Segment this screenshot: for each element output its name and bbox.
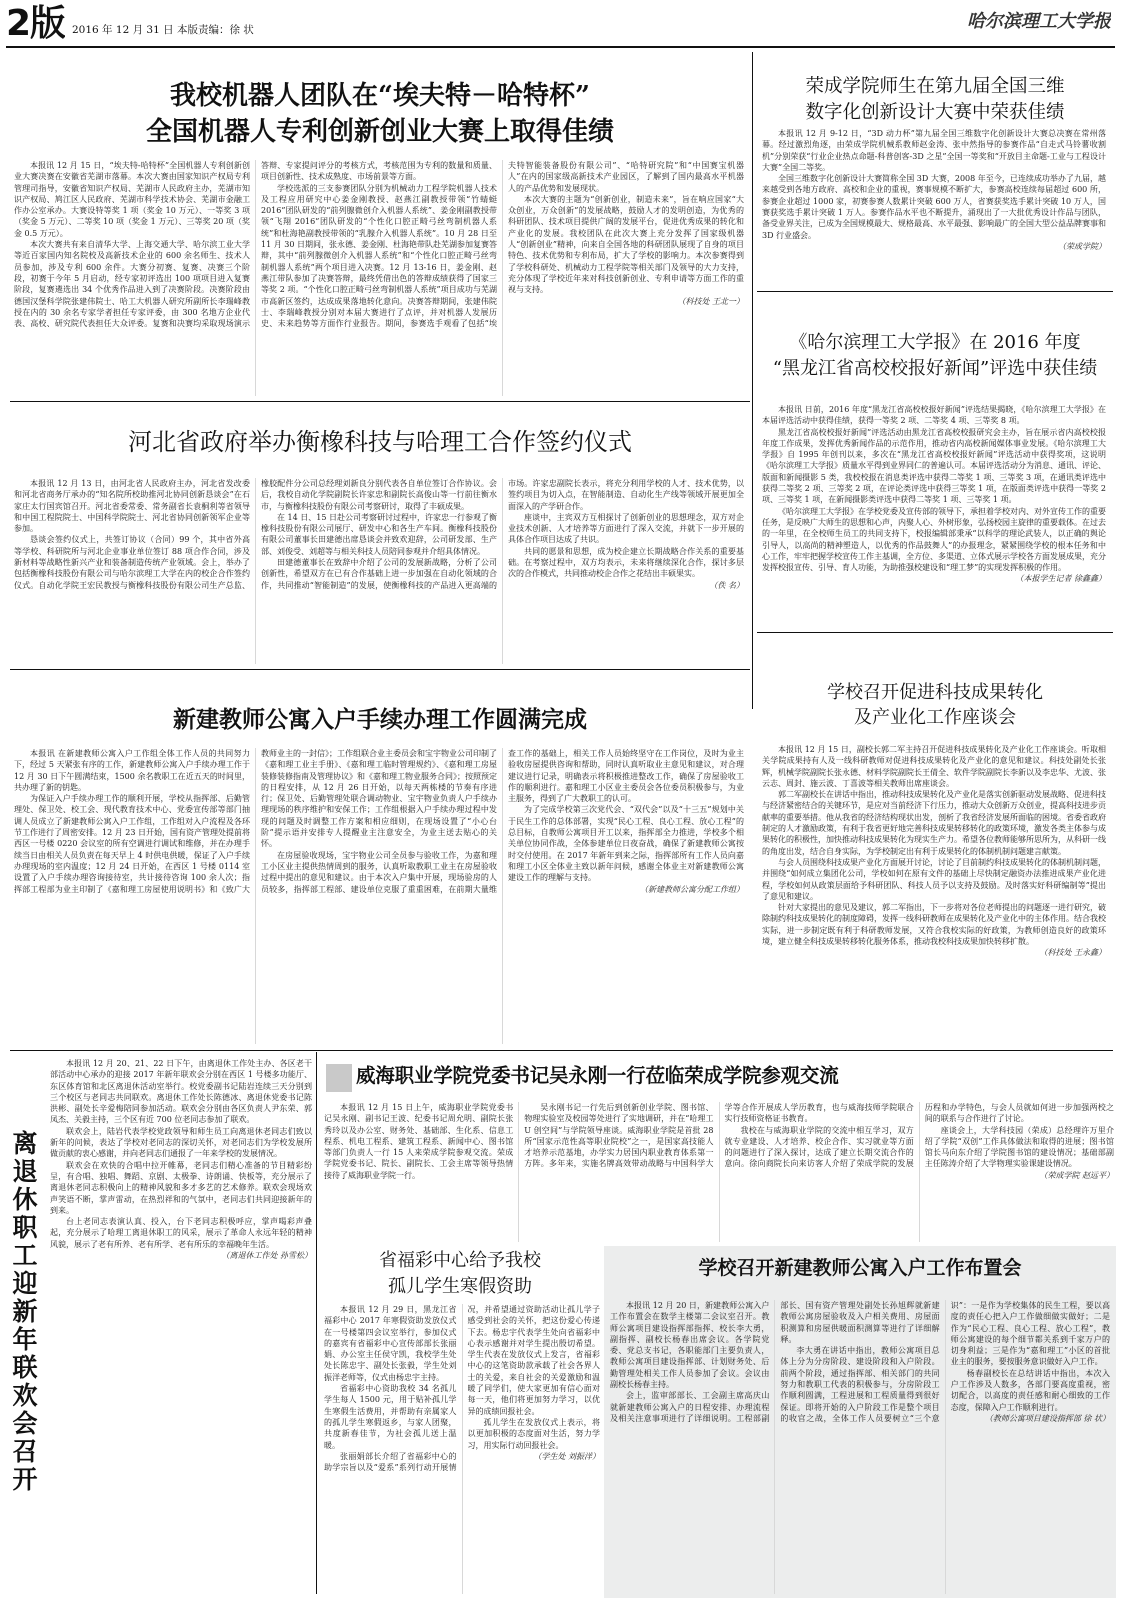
article-body: 本报讯 12 月 15 日，副校长郭二军主持召开促进科技成果转化及产业化工作座谈会。听取相关学院成果持有人及一线科研教师对促进科技成果转化及产业化的意见和建议。科技处副处长张辉，机械学院副院长张永德、材料学院副院长王倩全、软件学院副院长李新以及李忠华、尤波、张云志、周封、施云波、丁喜波等相关教师出席座谈会。 郭二军副校长在讲话中指出，推动科技成果转化及产业化是落实创新驱动发展战略、促进科技与经济紧密结合的关键环节，是应对当前经济下行压力，推动大众创新万众创业，提高科技进步贡献率的重要举措。他从我省的经济结构现状出发，剖析了我省经济发展所面临的困境。省委省政府制定的人才激励政策，有利于我省更好地完善科技成果转移转化的政策环境，激发各类主体参与成果转化的积极性，加快推动科技成果转化为现实生产力。希望各位教师能够所思所为，从科研一线的角度出发，结合自身实际，为学校制定出有利于成果转化的体制机制问题建言献策。 与会人员围绕科技成果产业化方面展开讨论，讨论了目前制约科技成果转化的体制机制问题，并围绕“如何成立集团化公司，学校如何在原有文件的基础上尽快制定融资办法推进成果产业化进程，学校如何从政策层面给予科研团队、科技人员予以支持及鼓励。及时落实好科研编制等”提出了意见和建议。 针对大家提出的意见及建议，郭二军指出，下一步将对各位老师提出的问题逐一进行研究，破除制约科技成果转化的制度障碍，发挥一线科研教师在成果转化及产业化中的主体作用。结合我校实际，进一步制定既有利于科研教师发展，又符合我校实际的好政策，为教师创造良好的政策环境，建立健全科技成果转移转化服务体系，推动我校科技成果加快转移扩散。 （科技处 王永鑫） xyxy=(762,745,1106,958)
column-divider xyxy=(752,52,753,709)
byline: （离退休工作处 孙雪松） xyxy=(221,1251,312,1261)
byline: （本报学生记者 徐鑫鑫） xyxy=(1015,574,1106,584)
header-rule xyxy=(6,46,1115,48)
article-title: 省福彩中心给予我校 孤儿学生寒假资助 xyxy=(379,1250,541,1297)
article-body: 本报讯 12 月 20 日，新建教师公寓入户工作布置会在数学主楼第二会议室召开。教师公寓项目建设指挥部指挥、校长李大勇，副指挥、副校长杨春出席会议。各学院党委、党总支书记，各职能部门主要负责人，教师公寓项目建设指挥部、计划财务处、后勤管理处相关工作人员参加了会议。会议由副校长杨春主持。 会上，监审部部长、工会副主席高庆山就新建教师公寓入户的日程安排、办理流程及相关注意事项进行了详细说明。工程部副部长、国有资产管理处副处长孙旭辉就新建教师公寓房屋验收及入户相关费用、房屋面积测算和房屋供暖面积测算等进行了详细解释。 李大勇在讲话中指出，教师公寓项目总体上分为分房阶段、建设阶段和入户阶段。前两个阶段，通过指挥部、相关部门的共同努力和教职工代表的积极参与，分房阶段工作顺利圆满，工程进展和工程质量得到很好保证。即将开始的入户阶段工作是整个项目的收官之战，全体工作人员要树立“三个意识”：一是作为学校集体的民生工程，要以高度的责任心把入户工作做细做实做好；二是作为“民心工程、良心工程、放心工程”，教师公寓建设的每个细节都关系到千家万户的切身利益；三是作为“嘉和理工”小区的首批业主的服务，要按服务意识做好入户工作。 杨春副校长在总结讲话中指出，本次入户工作涉及人数多，各部门要高度重视，密切配合，以高度的责任感和耐心细致的工作态度，保障入户工作顺利进行。 （教师公寓项目建设指挥部 徐 状） xyxy=(610,1301,1110,1423)
date-line: 2016 年 12 月 31 日 本版责编：徐 状 xyxy=(72,24,254,36)
article-title-vertical: 离退休职工迎新年联欢会召开 xyxy=(9,1130,38,1494)
column-divider xyxy=(316,1052,317,1594)
section-divider xyxy=(757,291,1113,292)
article-body: 本报讯 12 月 15 日上午，威海职业学院党委书记吴永刚、副书记王波、纪委书记周允明、副院长张秀玲以及办公室、财务处、基础部、生化系、信息工程系、机电工程系、建筑工程系、新闻中心、图书馆等部门负责人一行 15 人来荣成学院参观交流。荣成学院党委书记、院长、副院长、工会主席等领导热情接待了威海职业学院一行。 吴永刚书记一行先后到创新创业学院、图书馆、物理实验室及校园等处进行了实地调研，并在“哈理工 U 创空间”与学院领导座谈。威海职业学院是首批 28 所“国家示范性高等职业院校”之一，是国家高技能人才培养示范基地，办学实力居国内职业教育体系第一方阵。多年来，实施名牌高效带动战略与中国科学大学等合作开展成人学历教育，也与威海技师学院联合实行技师资格证书教育。 我校在与威海职业学院的交流中相互学习，双方就专业建设、人才培养、校企合作、实习就业等方面的问题进行了深入探讨，达成了建立长期交流合作的意向。徐向商院长向来访客人介绍了荣成学院的发展历程和办学特色，与会人员就如何进一步加强两校之间的联系与合作进行了讨论。 座谈会上，大学科技园（荣成）总经理许万里介绍了学院“双创”工作具体做法和取得的进展；图书馆馆长马向东介绍了学院图书馆的建设情况；基础部副主任陈涛介绍了大学物理实验课建设情况。 （荣成学院 赵远平） xyxy=(324,1103,1114,1180)
byline: （佚 名） xyxy=(709,580,744,590)
masthead-logo: 哈尔滨理工大学报 xyxy=(967,11,1111,32)
byline: （学生处 刘振洋） xyxy=(533,1451,600,1461)
article-title: 《哈尔滨理工大学报》在 2016 年度 “黑龙江省高校校报好新闻”评选中获佳绩 xyxy=(772,332,1098,379)
article-body: 本报讯 在新建教师公寓入户工作组全体工作人员的共同努力下，经过 5 天紧张有序的工作，新建教师公寓入户手续办理工作于 12 月 30 日下午圆满结束，1500 余名教职工在近五天的时间里，共办理了新的钥匙。 为保证入户手续办理工作的顺利开展，学校从指挥部、后勤管理处、保卫处、校工会、现代教育技术中心、党委宣传部等部门抽调人员成立了新建教师公寓入户工作组，工作组对入户流程及各环节工作进行了周密安排。12 月 23 日开始，国有资产管理处提前将西区一号楼 0220 会议室的所有空调进行调试和维修，并在办理手续当日由相关人员负责在每天早上 4 时供电供暖，保证了入户手续办理现场的室内温度；12 月 24 日开始，在西区 1 号楼 0114 室设置了入户手续办理咨询接待室，共计接待咨询 100 余人次；指挥部工程部为业主印制了《嘉和理工房屋使用说明书》和《致广大教师业主的一封信》；工作组联合业主委员会和宝宇物业公司印制了《嘉和理工业主手册》、《嘉和理工临时管理规约》、《嘉和理工房屋装修装修指南及管理协议》和《嘉和理工物业服务合同》；按照预定的日程安排，从 12 月 26 日开始，以每天两栋楼的节奏有序进行；保卫处、后勤管理处联合调动物业、宝宇物业负责人户手续办理现场的秩序维护和安保工作；工作组根据入户手续办理过程中发现的问题及时调整工作方案和相应细则，在现场设置了“小心台阶”提示语并安排专人提醒业主注意安全，为业主送去贴心的关怀。 在房屋验收现场，宝宇物业公司全员参与验收工作，为嘉和理工小区业主提供热情周到的服务，认真听取教职工业主在房屋验收过程中提出的意见和建议。由于本次入户集中开展，现场验房的人员较多，指挥部工程部、建设单位克服了重重困难，在前期大量维查工作的基础上，相关工作人员始终坚守在工作岗位，及时为业主验收房屋提供咨询和帮助，同时认真听取业主意见和建议，对合理建议进行记录，明确表示将积极推进整改工作，确保了房屋验收工作的顺利进行。嘉和理工小区业主委员会各位委员积极参与，为业主服务，得到了广大教职工的认可。 为了完成学校第三次党代会、“双代会”以及“十三五”规划中关于民生工作的总体部署，实现“民心工程、良心工程、放心工程”的总目标，自教师公寓项目开工以来，指挥部全力推进，学校多个相关单位协同作战，全体参建单位日夜奋战，确保了新建教师公寓按时交付使用。在 2017 年新年到来之际，指挥部所有工作人员向嘉和理工小区全体业主致以新年问候，感谢全体业主对新建教师公寓建设工作的理解与支持。 （新建教师公寓分配工作组） xyxy=(14,749,744,894)
article-title: 荣成学院师生在第九届全国三维 数字化创新设计大赛中荣获佳绩 xyxy=(805,76,1065,123)
article-body: 本报讯 12 月 13 日，由河北省人民政府主办，河北省发改委和河北省商务厅承办的“知名院所校助推河北协同创新恳谈会”在石家庄太行国宾馆召开。河北省委常委、常务副省长袁桐利等省领导和中国工程院院士、中国科学院院士、河北省协同创新领军企业等参加。 恳谈会签约仪式上，共签订协议（合同）99 个，其中省外高等学校、科研院所与河北企业事业单位签订 88 项合作合同，涉及新材料等战略性新兴产业和装备制造传统产业领域。会上，举办了包括衡橡科技股份有限公司与哈尔滨理工大学在内的校企合作签约仪式。自动化学院王宏民教授与衡橡科技股份有限公司生产总监、橡胶配件分公司总经理刘新良分别代表各自单位签订合作协议。会后，我校自动化学院副院长许家忠和副院长高俊山等一行前往衡水市，与衡橡科技股份有限公司考察研讨，取得了丰硕成果。 在 14 日、15 日赴公司考察研讨过程中，许家忠一行参观了衡橡科技股份有限公司展厅、研发中心和各生产车间。衡橡科技股份有限公司董事长田建德出席恳谈会并致欢迎辞，公司研发部、生产部、刘俊受、刘超等与相关科技人员陪同参观并介绍具体情况。 田建德董事长在致辞中介绍了公司的发展新战略，分析了公司创新性，希望双方在已有合作基础上进一步加强在自动化领域的合作，共同推动“智能制造”的发展，使衡橡科技的产品进入更高端的市场。许家忠副院长表示，将充分利用学校的人才、技术优势，以签约项目为切入点，在智能制造、自动化生产线等领域开展更加全面深入的产学研合作。 座谈中，主宾双方互相探讨了创新创业的思想理念，双方对企业技术创新、人才培养等方面进行了深入交流，并就下一步开展的具体合作项目达成了共识。 共同的愿景和思想，成为校企建立长期战略合作关系的重要基础。在考察过程中，双方均表示，未来将继续深化合作，探讨多层次的合作模式，共同推动校企合作之花结出丰硕果实。 （佚 名） xyxy=(14,479,744,590)
byline: （科技处 王永鑫） xyxy=(1039,948,1106,958)
byline: （新建教师公寓分配工作组） xyxy=(640,884,744,894)
article-title: 威海职业学院党委书记吴永刚一行莅临荣成学院参观交流 xyxy=(356,1064,839,1087)
article-body: 本报讯 12 月 29 日，黑龙江省福彩中心 2017 年寒假资助发放仪式在一号楼第四会议室举行，参加仪式的嘉宾有省福彩中心宣传部部长张丽娟、办公室主任侯守凯，我校学生处处长陈忠宇、副处长张毅，学生处刘振洋老师等，仪式由杨忠宇主持。 省福彩中心资助我校 34 名孤儿学生每人 1500 元，用于贴补孤儿学生寒假生活费用，并帮助有亲属家人的孤儿学生寒假返乡，与家人团聚，共度新春佳节，为社会孤儿送上温暖。 张丽娟部长介绍了省福彩中心的助学宗旨以及“爱系”系列行动开展情况，并希望通过资助活动让孤儿学子感受到社会的关怀，把这份爱心传递下去。杨忠宇代表学生处向省福彩中心表示感谢并对学生提出殷切希望。学生代表在发放仪式上发言，省福彩中心的这笔资助款承载了社会各界人士的关爱，来自社会的关爱激励和温暖了同学们，使大家更加有信心面对每一天，他们将更加努力学习，以优异的成绩回报社会。 孤儿学生在发放仪式上表示，将以更加积极的态度面对生活，努力学习，用实际行动回报社会。 （学生处 刘振洋） xyxy=(324,1305,600,1473)
article-title: 我校机器人团队在“埃夫特－哈特杯” 全国机器人专利创新创业大赛上取得佳绩 xyxy=(145,81,614,147)
page-number: 2版 xyxy=(6,4,66,44)
section-divider xyxy=(10,669,750,670)
article-title: 新建教师公寓入户手续办理工作圆满完成 xyxy=(173,706,587,733)
section-divider xyxy=(757,632,1113,633)
article-body: 本报讯 12 月 9-12 日，“3D 动力杯”第九届全国三维数字化创新设计大赛总决赛在常州落幕。经过激烈角逐，由荣成学院机械系教师赵金涛、张中然指导的参赛作品“自走式马铃薯收割机”分别荣获“行业企业热点命题-科普创客-3D 之星”全国一等奖和“开放目主命题-工业与工程设计大赛”全国二等奖。 全国三维数字化创新设计大赛简称全国 3D 大赛，2008 年至今，已连续成功举办了九届，越来越受到各地方政府、高校和企业的重视，赛事规模不断扩大，参赛高校连续每届超过 600 所，参赛企业超过 1000 家，初赛参赛人数累计突破 600 万人，省赛获奖选手累计突破 10 万人，国赛获奖选手累计突破 1 万人。参赛作品水平也不断提升，涌现出了一大批优秀设计作品与团队，备受业界关注，已成为全国规模最大、规格最高、水平最强、影响最广的全国大型公益品牌赛事和 3D 行业盛会。 （荣成学院） xyxy=(762,129,1106,251)
byline: （教师公寓项目建设指挥部 徐 状） xyxy=(984,1413,1110,1423)
article-body: 本报讯 12 月 20、21、22 日下午，由离退休工作处主办、各区老干部活动中心承办的迎接 2017 年新年联欢会分别在西区 1 号楼多功能厅、东区体育馆和北区离退休活动室举行。校党委副书记陆岩连续三天分别到三个校区与老同志共同联欢。离退休工作处长陈德冰、离退休党委书记陈洪彬、副处长辛爱梅陪同参加活动。联欢会分别由各区负责人尹东荣、郭凤杰、关毅主持，三个区有近 700 位老同志参加了联欢。 联欢会上，陆岩代表学校党政领导和师生员工向离退休老同志们致以新年的问候，表达了学校对老同志的深切关怀，对老同志们为学校发展所做贡献的衷心感谢，并向老同志们通报了一年来学校的发展情况。 联欢会在欢快的合唱中拉开帷幕，老同志们精心准备的节目精彩纷呈，有合唱、独唱、舞蹈、京剧、太极拳、诗朗诵、快板等，充分展示了离退休老同志积极向上的精神风貌和多才多艺的艺术修养。联欢会现场欢声笑语不断，掌声雷动，在热烈祥和的气氛中，老同志们共同迎接新年的到来。 台上老同志表演认真、投入，台下老同志积极呼应，掌声喝彩声叠起，充分展示了哈理工离退休职工的风采，展示了革命人永远年轻的精神风貌，展示了老有所养、老有所学、老有所乐的幸福晚年生活。 （离退休工作处 孙雪松） xyxy=(50,1059,312,1261)
article-title: 学校召开促进科技成果转化 及产业化工作座谈会 xyxy=(827,682,1043,728)
section-divider xyxy=(10,401,750,402)
banner-icon xyxy=(326,1064,352,1092)
article-body: 本报讯 日前，2016 年度“黑龙江省高校校报好新闻”评选结果揭晓，《哈尔滨理工大学报》在本届评选活动中获得佳绩，获得一等奖 2 项、二等奖 4 项、三等奖 8 项。 黑龙江省高校校报好新闻”评选活动由黑龙江省高校校报研究会主办，旨在展示省内高校校报年度工作成果，发挥优秀新闻作品的示范作用，推动省内高校新闻媒体事业发展。《哈尔滨理工大学报》自 1995 年创刊以来，多次在“黑龙江省高校校报好新闻”评选活动中获得奖项，这说明《哈尔滨理工大学报》质量水平得到业界同仁的普遍认可。本届评选活动分为消息、通讯、评论、版面和新闻摄影 5 类，我校校报在消息类评选中获得二等奖 1 项、三等奖 3 项，在通讯类评选中获得二等奖 2 项、三等奖 2 项，在评论类评选中获得三等奖 1 项，在版面类评选中获得一等奖 2 项、三等奖 1 项，在新闻摄影类评选中获得二等奖 1 项、三等奖 1 项。 《哈尔滨理工大学报》在学校党委及宣传部的领导下，承担着学校对内、对外宣传工作的重要任务，是反映广大师生的思想和心声，内聚人心、外树形象，弘扬校园主旋律的重要载体。在过去的一年里，在全校师生员工的共同支持下，校报编辑部秉承“以科学的理论武装人，以正确的舆论引导人，以高尚的精神塑造人，以优秀的作品鼓舞人”的办报理念，紧紧围绕学校的根本任务和中心工作，牢牢把握学校宣传工作主基调，全方位、多渠道、立体式展示学校各方面发展成果，充分发挥校报宣传、引导、育人功能，为助推强校建设和“理工梦”的实现发挥积极的作用。 （本报学生记者 徐鑫鑫） xyxy=(762,405,1106,584)
section-divider xyxy=(10,1050,1113,1051)
article-title: 河北省政府举办衡橡科技与哈理工合作签约仪式 xyxy=(128,428,632,456)
byline: （荣成学院 赵远平） xyxy=(1039,1170,1114,1180)
byline: （科技处 王北一） xyxy=(677,296,744,306)
article-body: 本报讯 12 月 15 日，“埃夫特-哈特杯”全国机器人专利创新创业大赛决赛在安徽省芜湖市落幕。本次大赛由国家知识产权局专利管理司指导，安徽省知识产权局、芜湖市人民政府主办，芜湖市知识产权局、鸠江区人民政府、芜湖市科学技术协会、芜湖市金融工作办公室承办。大赛设特等奖 1 项（奖金 10 万元）、一等奖 3 项（奖金 5 万元）、二等奖 10 项（奖金 1 万元）、三等奖 20 项（奖金 0.5 万元）。 本次大赛共有来自清华大学、上海交通大学、哈尔滨工业大学等近百家国内知名院校及高新技术企业的 600 余名师生、技术人员参加，涉及专利 600 余件。大赛分初赛、复赛、决赛三个阶段，初赛于今年 5 月启动，经专家初评选出 100 项项目进入复赛阶段，复赛遴选出 34 个优秀作品进入到了决赛阶段。决赛阶段由德国汉堡科学院张建伟院士、哈工大机器人研究所副所长李瑞峰教授在内的 30 余名专家学者担任专家评委，由 300 名地方企业代表、高校、研究院代表担任大众评委。复赛和决赛均采取现场演示答辩、专家提问评分的考核方式，考核范围为专利的数量和质量、项目创新性、技术成熟度、市场前景等方面。 学校选派的三支参赛团队分别为机械动力工程学院机器人技术及工程应用研究中心姜金刚教授、赵燕江副教授带领“竹蜻蜓 2016”团队研发的“前列腺微创介入机器人系统”、姜金刚副教授带领“飞翔 2016”团队研发的“个性化口腔正畸弓丝弯制机器人系统”和杜海艳副教授带领的“乳腺介入机器人系统”。10 月 28 日至 11 月 30 日期间，张永德、姜金刚、杜海艳带队赴芜湖参加复赛答辩，其中“前列腺微创介入机器人系统”和“个性化口腔正畸弓丝弯制机器人系统”两个项目进入决赛。12 月 13-16 日，姜金刚、赵燕江带队参加了决赛答辩，最终凭借出色的答辩成绩获得了国家三等奖 2 项。“个性化口腔正畸弓丝弯制机器人系统”项目成功与芜湖市高新区签约，达成成果落地转化意向。决赛答辩期间，张建伟院士、李瑞峰教授分别对本届大赛进行了点评，并对机器人发展历史、未来趋势等方面作行业报告。期间，参赛选手观看了包括“埃夫特智能装备股份有限公司”、“哈特研究院”和“中国赛宝机器人”在内的国家级高新技术产业园区，了解到了国内最高水平机器人的产品优势和发展现状。 本次大赛的主题为“创新创业，制造未来”，旨在响应国家“大众创业，万众创新”的发展战略，鼓励人才的发明创造，为优秀的科研团队、技术项目提供广阔的发展平台，促进优秀成果的转化和产业化的发展。我校团队在此次大赛上充分发挥了国家级机器人“创新创业”精神，向来自全国各地的科研团队展现了自身的项目特色、技术优势和专利布局，扩大了学校的影响力。本次参赛得到了学校科研处、机械动力工程学院等相关部门及领导的大力支持，充分体现了学校近年来对科技创新创业、专利申请等方面工作的重视与支持。 （科技处 王北一） xyxy=(14,161,744,329)
byline: （荣成学院） xyxy=(1058,241,1106,251)
article-title: 学校召开新建教师公寓入户工作布置会 xyxy=(698,1257,1022,1279)
